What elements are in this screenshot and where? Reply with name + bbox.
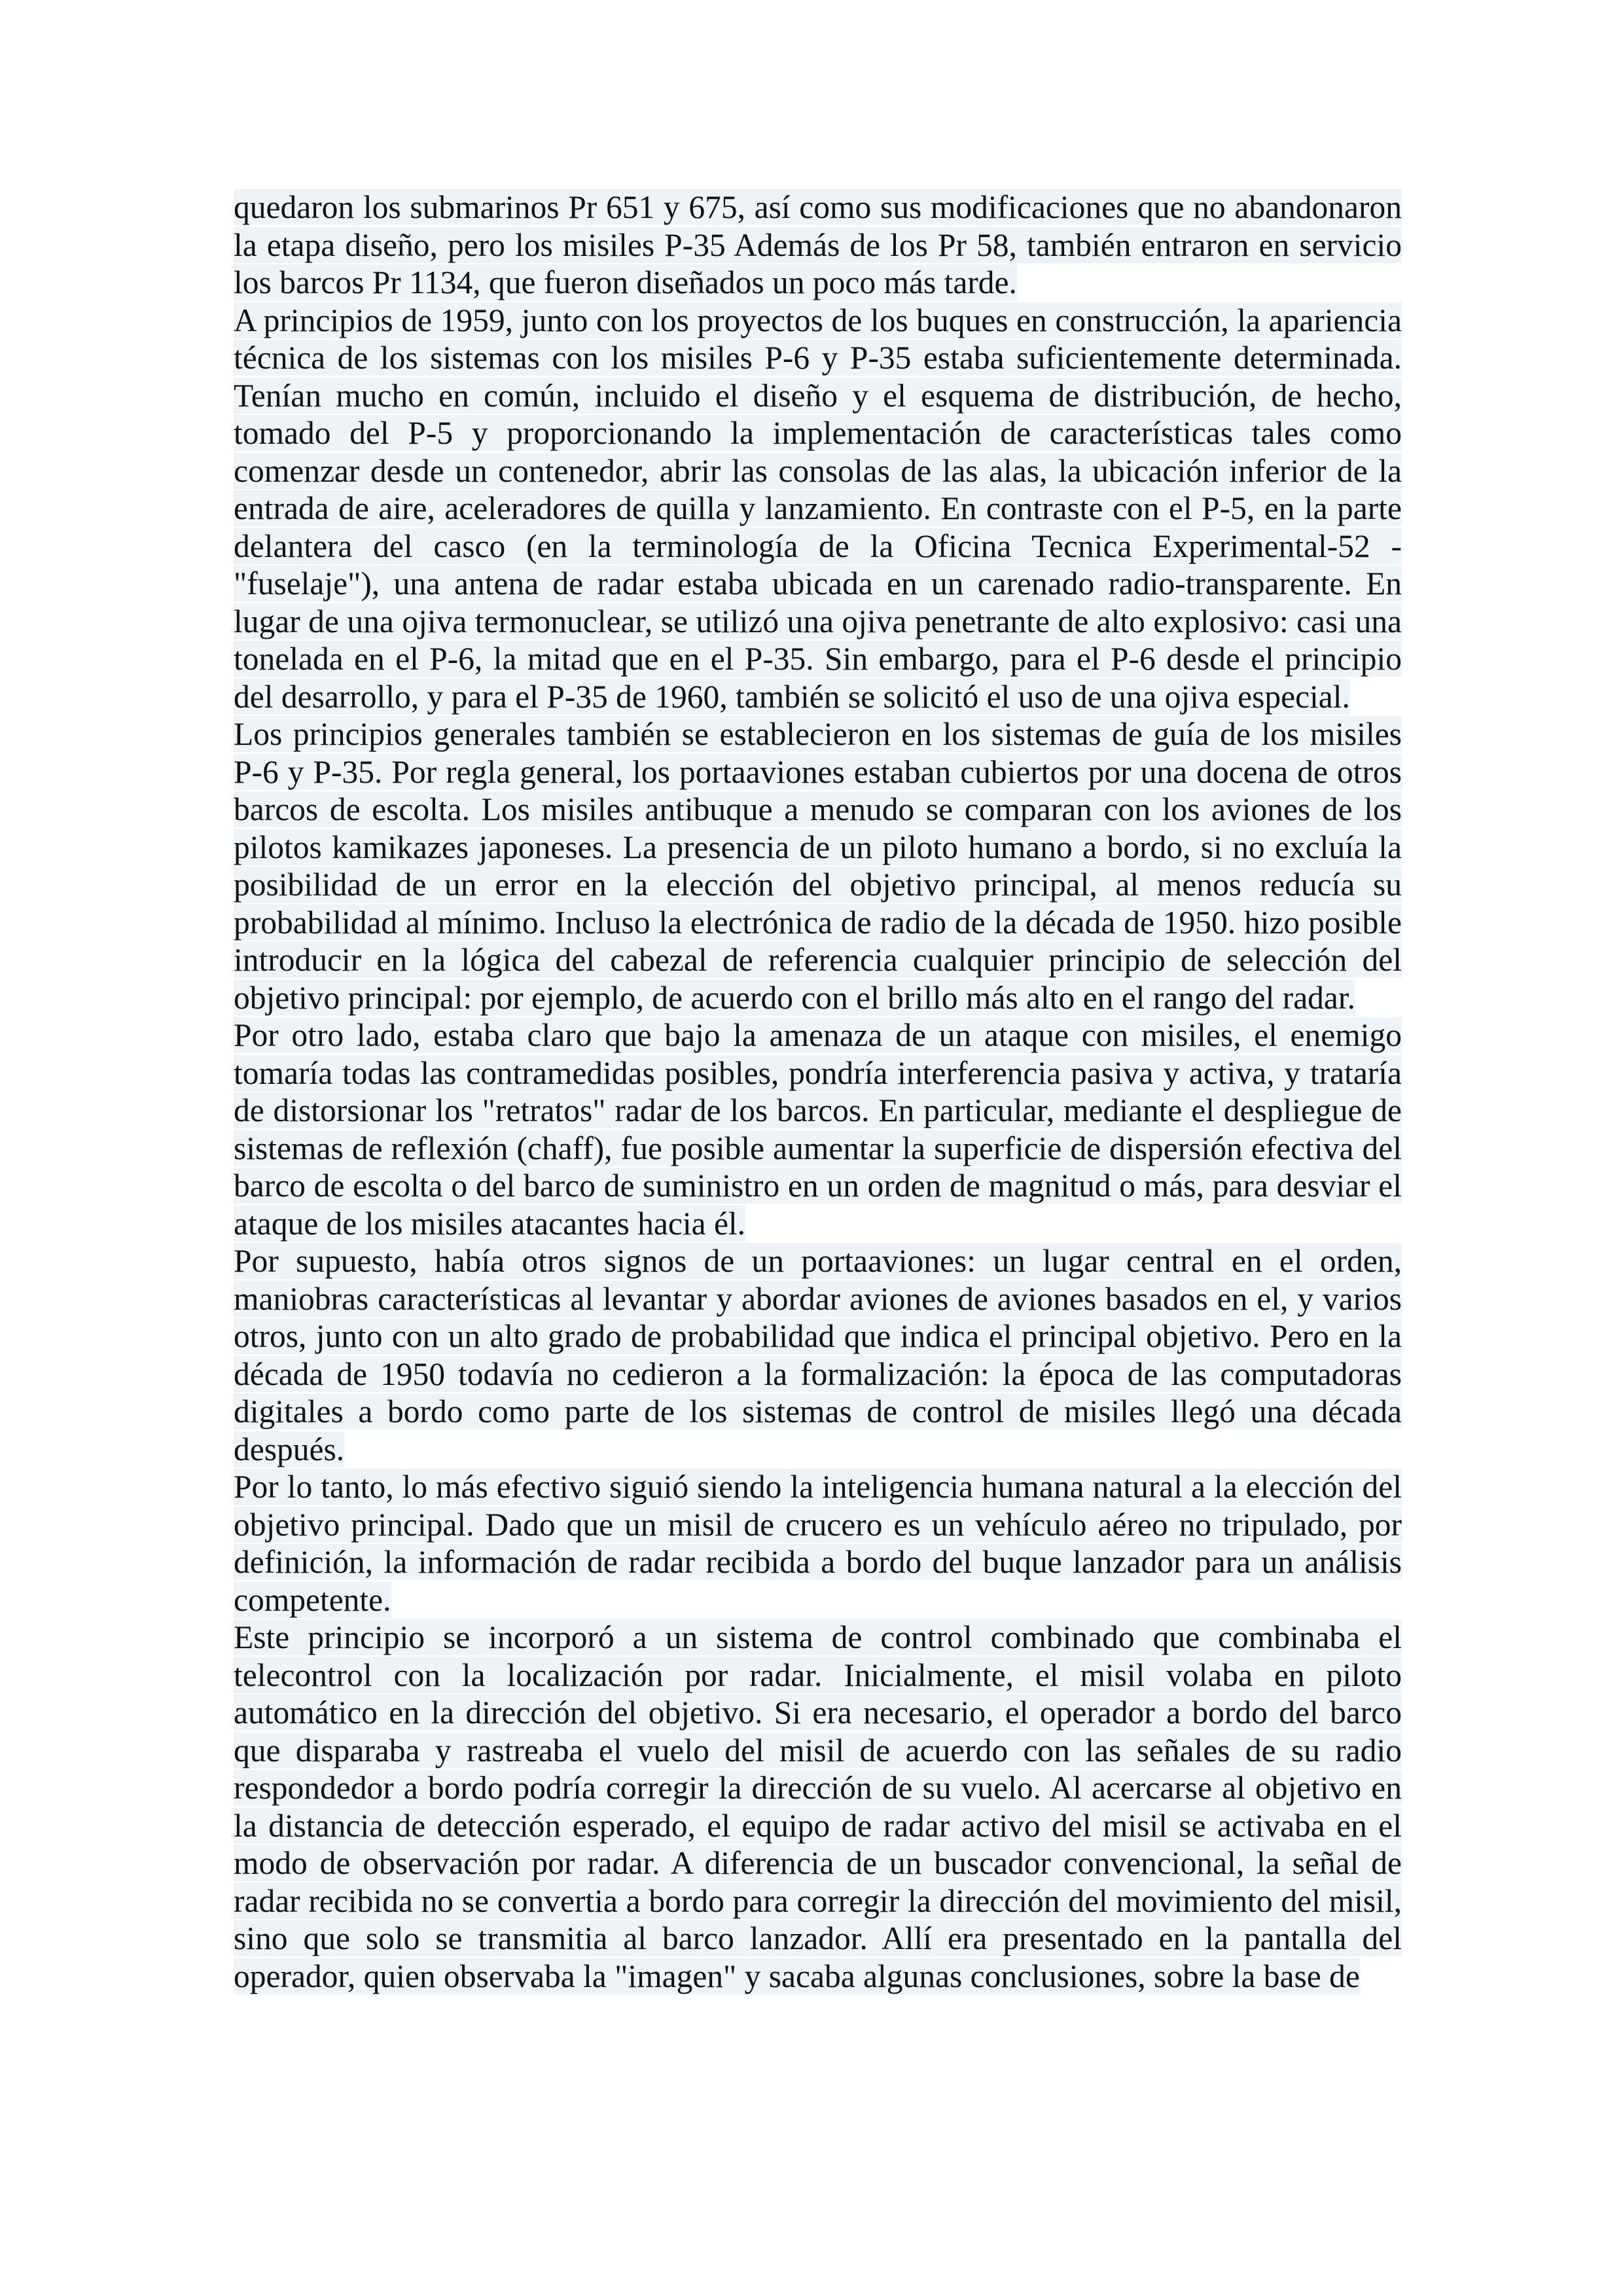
paragraph-5-text: Por supuesto, había otros signos de un portaaviones: un lugar central en el orden, maniobras características al levantar y abordar aviones de aviones basados en el, y varios otros, junto con un alto grado de probabilidad que indica el principal objetivo. Pero en la década de 1950 todavía no cedieron a la formalización: la época de las computadoras digitales a bordo como parte de los sistemas de control de misiles llegó una década después.: [234, 1243, 1402, 1467]
paragraph-1-text: quedaron los submarinos Pr 651 y 675, así como sus modificaciones que no abandonaron la etapa diseño, pero los misiles P-35 Además de los Pr 58, también entraron en servicio los barcos Pr 1134, que fueron diseñados un poco más tarde.: [234, 189, 1402, 300]
paragraph-3: [234, 715, 1402, 1016]
paragraph-6: [234, 1468, 1402, 1619]
paragraph-4-text: Por otro lado, estaba claro que bajo la amenaza de un ataque con misiles, el enemigo tomaría todas las contramedidas posibles, pondría interferencia pasiva y activa, y trataría de distorsionar los "retratos" radar de los barcos. En particular, mediante el despliegue de sistemas de reflexión (chaff), fue posible aumentar la superficie de dispersión efectiva del barco de escolta o del barco de suministro en un orden de magnitud o más, para desviar el ataque de los misiles atacantes hacia él.: [234, 1017, 1402, 1242]
document-page: [234, 188, 1402, 1995]
paragraph-6-text: Por lo tanto, lo más efectivo siguió siendo la inteligencia humana natural a la elección del objetivo principal. Dado que un misil de crucero es un vehículo aéreo no tripulado, por definición, la información de radar recibida a bordo del buque lanzador para un análisis competente.: [234, 1469, 1402, 1618]
paragraph-7-text: Este principio se incorporó a un sistema de control combinado que combinaba el telecontrol con la localización por radar. Inicialmente, el misil volaba en piloto automático en la dirección del objetivo. Si era necesario, el operador a bordo del barco que disparaba y rastreaba el vuelo del misil de acuerdo con las señales de su radio respondedor a bordo podría corregir la dirección de su vuelo. Al acercarse al objetivo en la distancia de detección esperado, el equipo de radar activo del misil se activaba en el modo de observación por radar. A diferencia de un buscador convencional, la señal de radar recibida no se convertia a bordo para corregir la dirección del movimiento del misil, sino que solo se transmitia al barco lanzador. Allí era presentado en la pantalla del operador, quien observaba la "imagen" y sacaba algunas conclusiones, sobre la base de: [234, 1619, 1402, 1994]
paragraph-2-text: A principios de 1959, junto con los proyectos de los buques en construcción, la apariencia técnica de los sistemas con los misiles P-6 y P-35 estaba suficientemente determinada. Tenían mucho en común, incluido el diseño y el esquema de distribución, de hecho, tomado del P-5 y proporcionando la implementación de características tales como comenzar desde un contenedor, abrir las consolas de las alas, la ubicación inferior de la entrada de aire, aceleradores de quilla y lanzamiento. En contraste con el P-5, en la parte delantera del casco (en la terminología de la Oficina Tecnica Experimental-52 - "fuselaje"), una antena de radar estaba ubicada en un carenado radio-transparente. En lugar de una ojiva termonuclear, se utilizó una ojiva penetrante de alto explosivo: casi una tonelada en el P-6, la mitad que en el P-35. Sin embargo, para el P-6 desde el principio del desarrollo, y para el P-35 de 1960, también se solicitó el uso de una ojiva especial.: [234, 302, 1402, 715]
paragraph-3-text: Los principios generales también se establecieron en los sistemas de guía de los misiles P-6 y P-35. Por regla general, los portaaviones estaban cubiertos por una docena de otros barcos de escolta. Los misiles antibuque a menudo se comparan con los aviones de los pilotos kamikazes japoneses. La presencia de un piloto humano a bordo, si no excluía la posibilidad de un error en la elección del objetivo principal, al menos reducía su probabilidad al mínimo. Incluso la electrónica de radio de la década de 1950. hizo posible introducir en la lógica del cabezal de referencia cualquier principio de selección del objetivo principal: por ejemplo, de acuerdo con el brillo más alto en el rango del radar.: [234, 716, 1402, 1016]
paragraph-4: [234, 1016, 1402, 1242]
paragraph-2: [234, 302, 1402, 716]
paragraph-7: [234, 1619, 1402, 1995]
paragraph-5: [234, 1242, 1402, 1468]
paragraph-1: [234, 188, 1402, 302]
